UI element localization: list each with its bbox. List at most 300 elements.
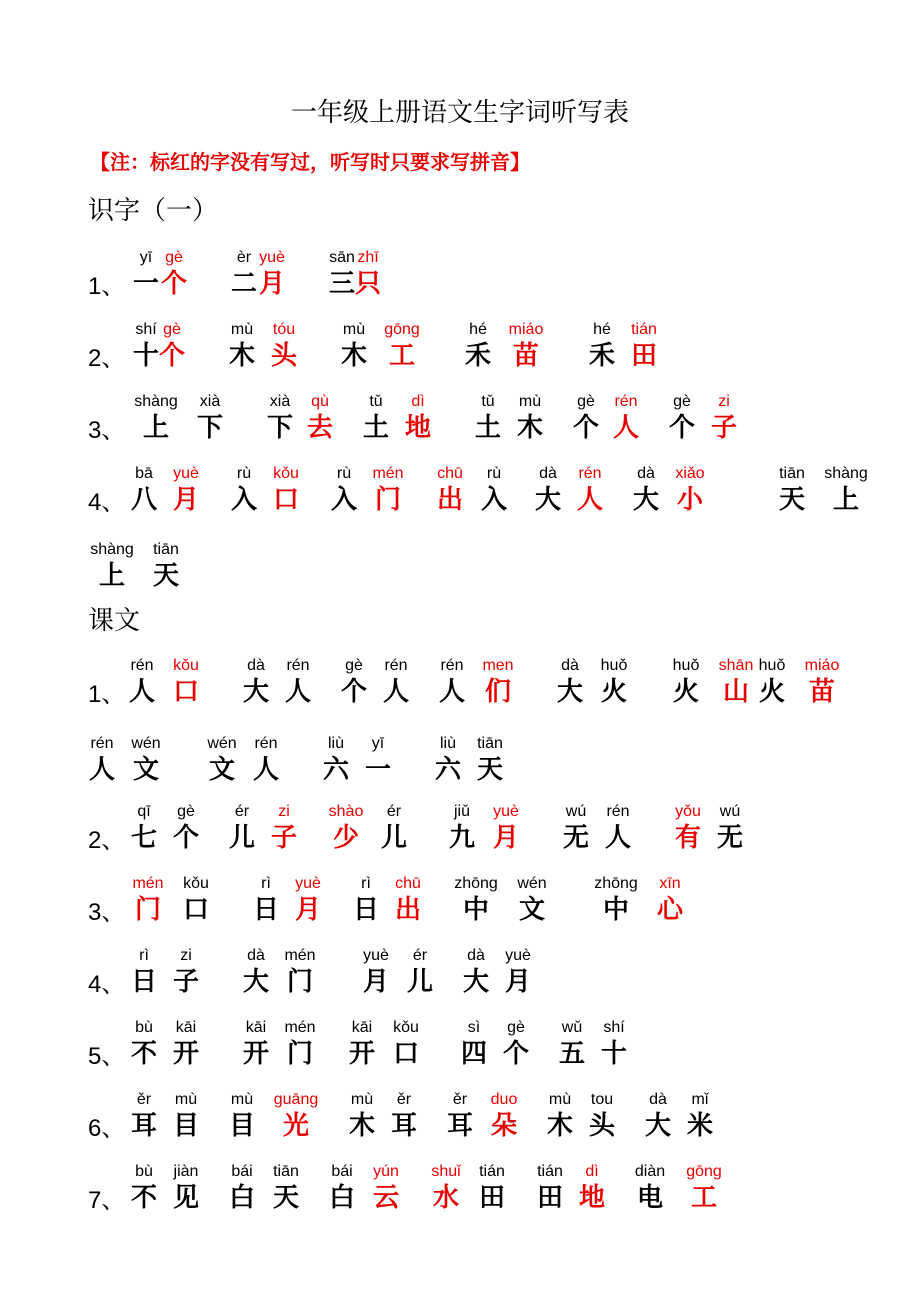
- pinyin: xiǎo: [675, 465, 705, 482]
- pinyin: rì: [361, 875, 371, 892]
- pinyin: kǒu: [173, 657, 199, 674]
- section-heading-shizi: 识字（一）: [88, 196, 219, 226]
- hanzi: 日: [252, 895, 279, 925]
- character-cell: [706, 802, 754, 854]
- row-number: 1、: [88, 681, 126, 708]
- character-cell: [118, 656, 166, 708]
- hanzi: 出: [394, 895, 421, 925]
- character-cell-red: [664, 802, 712, 854]
- pinyin: mù: [548, 1091, 572, 1108]
- pinyin: gè: [163, 321, 181, 338]
- character-cell: [330, 320, 378, 372]
- pinyin: yuè: [363, 947, 389, 964]
- pinyin: mù: [342, 321, 366, 338]
- pinyin: rén: [614, 393, 638, 410]
- hanzi: 开: [242, 1039, 269, 1069]
- hanzi: 口: [392, 1039, 419, 1069]
- hanzi: 木: [340, 341, 367, 371]
- hanzi: 人: [612, 413, 639, 443]
- hanzi: 出: [436, 485, 463, 515]
- word-row: [0, 464, 920, 534]
- character-cell: [338, 1018, 386, 1070]
- hanzi: 见: [172, 1183, 199, 1213]
- character-cell: [218, 320, 266, 372]
- character-cell-red: [502, 320, 550, 372]
- hanzi: 火: [758, 677, 785, 707]
- character-cell-red: [344, 248, 392, 300]
- hanzi: 个: [340, 677, 367, 707]
- hanzi: 中: [462, 895, 489, 925]
- character-cell: [662, 656, 710, 708]
- pinyin: mén: [132, 875, 164, 892]
- pinyin: men: [482, 657, 514, 674]
- pinyin: dà: [637, 465, 655, 482]
- character-cell-red: [378, 320, 426, 372]
- hanzi: 文: [208, 755, 235, 785]
- hanzi: 小: [676, 485, 703, 515]
- pinyin: hé: [593, 321, 611, 338]
- character-cell-red: [284, 874, 332, 926]
- hanzi: 电: [636, 1183, 663, 1213]
- hanzi: 大: [534, 485, 561, 515]
- hanzi: 天: [476, 755, 503, 785]
- hanzi: 苗: [808, 677, 835, 707]
- hanzi: 土: [474, 413, 501, 443]
- row-number: 1、: [88, 273, 126, 300]
- character-cell: [162, 1162, 210, 1214]
- row-number: 2、: [88, 345, 126, 372]
- word-row: [0, 1018, 920, 1088]
- pinyin: ěr: [396, 1091, 412, 1108]
- hanzi: 木: [348, 1111, 375, 1141]
- hanzi: 个: [172, 823, 199, 853]
- character-cell: [676, 1090, 724, 1142]
- character-cell: [220, 464, 268, 516]
- hanzi: 口: [172, 677, 199, 707]
- pinyin: yuè: [173, 465, 199, 482]
- hanzi: 云: [372, 1183, 399, 1213]
- character-cell: [380, 1090, 428, 1142]
- hanzi: 一: [132, 269, 159, 299]
- hanzi: 下: [196, 413, 223, 443]
- character-cell: [120, 1018, 168, 1070]
- word-row: [0, 248, 920, 318]
- pinyin: tián: [631, 321, 657, 338]
- character-cell: [450, 1018, 498, 1070]
- character-cell: [552, 802, 600, 854]
- hanzi: 无: [562, 823, 589, 853]
- pinyin: miáo: [804, 657, 840, 674]
- word-row: [0, 320, 920, 390]
- hanzi: 入: [330, 485, 357, 515]
- character-cell: [186, 392, 234, 444]
- hanzi: 无: [716, 823, 743, 853]
- section-heading-kewen: 课文: [88, 606, 141, 636]
- pinyin: shí: [135, 321, 157, 338]
- hanzi: 一: [364, 755, 391, 785]
- word-row: [0, 1090, 920, 1160]
- character-cell: [464, 392, 512, 444]
- pinyin: gōng: [686, 1163, 722, 1180]
- pinyin: dì: [411, 393, 425, 410]
- hanzi: 火: [672, 677, 699, 707]
- character-cell: [546, 656, 594, 708]
- character-cell: [492, 1018, 540, 1070]
- hanzi: 上: [832, 485, 859, 515]
- hanzi: 工: [690, 1183, 717, 1213]
- character-cell: [578, 1090, 626, 1142]
- character-cell: [526, 1162, 574, 1214]
- character-cell: [218, 802, 266, 854]
- page-title: 一年级上册语文生字词听写表: [290, 98, 629, 128]
- hanzi: 月: [172, 485, 199, 515]
- pinyin: rù: [336, 465, 352, 482]
- hanzi: 耳: [390, 1111, 417, 1141]
- pinyin: mén: [284, 947, 316, 964]
- hanzi: 月: [492, 823, 519, 853]
- hanzi: 门: [286, 967, 313, 997]
- pinyin: gè: [165, 249, 183, 266]
- character-cell: [354, 734, 402, 786]
- pinyin: kāi: [245, 1019, 267, 1036]
- hanzi: 月: [504, 967, 531, 997]
- character-cell-red: [322, 802, 370, 854]
- hanzi: 目: [172, 1111, 199, 1141]
- character-cell: [342, 874, 390, 926]
- character-cell-red: [566, 464, 614, 516]
- hanzi: 白: [228, 1183, 255, 1213]
- hanzi: 大: [242, 677, 269, 707]
- hanzi: 六: [434, 755, 461, 785]
- pinyin: ér: [234, 803, 250, 820]
- hanzi: 人: [382, 677, 409, 707]
- character-cell-red: [422, 1162, 470, 1214]
- character-cell: [162, 946, 210, 998]
- hanzi: 工: [388, 341, 415, 371]
- character-cell-red: [480, 1090, 528, 1142]
- row-number: 7、: [88, 1187, 126, 1214]
- hanzi: 人: [252, 755, 279, 785]
- hanzi: 八: [130, 485, 157, 515]
- hanzi: 地: [578, 1183, 605, 1213]
- hanzi: 下: [266, 413, 293, 443]
- hanzi: 二: [230, 269, 257, 299]
- hanzi: 个: [502, 1039, 529, 1069]
- pinyin: liù: [327, 735, 344, 752]
- character-cell: [536, 1090, 584, 1142]
- character-cell: [470, 464, 518, 516]
- hanzi: 田: [478, 1183, 505, 1213]
- character-cell: [242, 734, 290, 786]
- row-number: 4、: [88, 489, 126, 516]
- character-cell: [232, 656, 280, 708]
- character-cell: [142, 540, 190, 592]
- hanzi: 四: [460, 1039, 487, 1069]
- character-cell-red: [296, 392, 344, 444]
- hanzi: 去: [306, 413, 333, 443]
- character-cell-red: [272, 1090, 320, 1142]
- pinyin: mén: [372, 465, 404, 482]
- hanzi: 儿: [380, 823, 407, 853]
- character-cell: [578, 320, 626, 372]
- hanzi: 田: [536, 1183, 563, 1213]
- hanzi: 五: [558, 1039, 585, 1069]
- character-cell-red: [700, 392, 748, 444]
- pinyin: sān: [329, 249, 355, 266]
- pinyin: jiǔ: [453, 803, 470, 820]
- pinyin: gè: [177, 803, 195, 820]
- character-cell-red: [162, 464, 210, 516]
- character-cell: [424, 734, 472, 786]
- pinyin: wú: [565, 803, 587, 820]
- pinyin: shān: [718, 657, 754, 674]
- character-cell: [276, 946, 324, 998]
- character-cell: [338, 1090, 386, 1142]
- hanzi: 人: [128, 677, 155, 707]
- word-row: [0, 802, 920, 872]
- pinyin: xīn: [659, 875, 681, 892]
- character-cell: [590, 656, 638, 708]
- character-cell: [274, 656, 322, 708]
- character-cell: [198, 734, 246, 786]
- pinyin: dà: [247, 947, 265, 964]
- hanzi: 口: [272, 485, 299, 515]
- pinyin: mù: [350, 1091, 374, 1108]
- character-cell: [262, 1162, 310, 1214]
- hanzi: 田: [630, 341, 657, 371]
- hanzi: 子: [710, 413, 737, 443]
- character-cell-red: [362, 1162, 410, 1214]
- pinyin: dì: [585, 1163, 599, 1180]
- pinyin: zi: [718, 393, 730, 410]
- character-cell: [78, 734, 126, 786]
- hanzi: 大: [556, 677, 583, 707]
- character-cell: [120, 464, 168, 516]
- pinyin: tián: [479, 1163, 505, 1180]
- pinyin: tóu: [272, 321, 296, 338]
- character-cell: [318, 1162, 366, 1214]
- word-row: [0, 392, 920, 462]
- pinyin: kǒu: [393, 1019, 419, 1036]
- pinyin: tǔ: [481, 393, 495, 410]
- character-cell: [454, 320, 502, 372]
- pinyin: jiàn: [173, 1163, 199, 1180]
- pinyin: wén: [131, 735, 161, 752]
- character-cell: [438, 802, 486, 854]
- pinyin: huǒ: [600, 657, 628, 674]
- pinyin: rén: [384, 657, 408, 674]
- pinyin: bái: [231, 1163, 253, 1180]
- row-number: 3、: [88, 899, 126, 926]
- pinyin: miáo: [508, 321, 544, 338]
- note-text: 【注：标红的字没有写过，听写时只要求写拼音】: [90, 150, 530, 174]
- word-row: [0, 540, 920, 610]
- character-cell-red: [148, 320, 196, 372]
- hanzi: 门: [374, 485, 401, 515]
- hanzi: 头: [270, 341, 297, 371]
- hanzi: 苗: [512, 341, 539, 371]
- pinyin: shào: [328, 803, 364, 820]
- hanzi: 们: [484, 677, 511, 707]
- pinyin: yǒu: [675, 803, 701, 820]
- character-cell: [172, 874, 220, 926]
- pinyin: yuè: [493, 803, 519, 820]
- pinyin: kǒu: [183, 875, 209, 892]
- hanzi: 九: [448, 823, 475, 853]
- character-cell: [162, 1018, 210, 1070]
- pinyin: hé: [469, 321, 487, 338]
- character-cell: [396, 946, 444, 998]
- pinyin: zhōng: [594, 875, 638, 892]
- hanzi: 门: [286, 1039, 313, 1069]
- pinyin: tiān: [153, 541, 179, 558]
- pinyin: shí: [603, 1019, 625, 1036]
- character-cell: [162, 1090, 210, 1142]
- character-cell: [590, 1018, 638, 1070]
- pinyin: rén: [286, 657, 310, 674]
- pinyin: tǔ: [369, 393, 383, 410]
- character-cell-red: [260, 320, 308, 372]
- hanzi: 子: [270, 823, 297, 853]
- hanzi: 十: [600, 1039, 627, 1069]
- hanzi: 开: [172, 1039, 199, 1069]
- pinyin: mǐ: [691, 1091, 709, 1108]
- character-cell: [466, 734, 514, 786]
- pinyin: yuè: [505, 947, 531, 964]
- hanzi: 山: [722, 677, 749, 707]
- pinyin: rù: [486, 465, 502, 482]
- pinyin: wú: [719, 803, 741, 820]
- hanzi: 人: [284, 677, 311, 707]
- pinyin: ér: [412, 947, 428, 964]
- character-cell: [494, 946, 542, 998]
- hanzi: 耳: [130, 1111, 157, 1141]
- pinyin: shuǐ: [431, 1163, 461, 1180]
- pinyin: tiān: [273, 1163, 299, 1180]
- character-cell: [276, 1018, 324, 1070]
- pinyin: xià: [269, 393, 291, 410]
- pinyin: mù: [518, 393, 542, 410]
- word-row: [0, 1162, 920, 1232]
- pinyin: duo: [490, 1091, 518, 1108]
- pinyin: mù: [174, 1091, 198, 1108]
- hanzi: 禾: [588, 341, 615, 371]
- hanzi: 十: [132, 341, 159, 371]
- hanzi: 月: [362, 967, 389, 997]
- pinyin: zhōng: [454, 875, 498, 892]
- pinyin: gè: [577, 393, 595, 410]
- character-cell: [218, 1090, 266, 1142]
- hanzi: 人: [604, 823, 631, 853]
- pinyin: sì: [467, 1019, 481, 1036]
- pinyin: zi: [180, 947, 192, 964]
- character-cell: [122, 734, 170, 786]
- character-cell: [524, 464, 572, 516]
- character-cell: [428, 656, 476, 708]
- character-cell: [506, 392, 554, 444]
- hanzi: 光: [282, 1111, 309, 1141]
- character-cell: [242, 874, 290, 926]
- character-cell: [330, 656, 378, 708]
- pinyin: qù: [311, 393, 329, 410]
- pinyin: rì: [261, 875, 271, 892]
- hanzi: 个: [572, 413, 599, 443]
- pinyin: dà: [561, 657, 579, 674]
- hanzi: 上: [98, 561, 125, 591]
- pinyin: guāng: [273, 1091, 319, 1108]
- hanzi: 中: [602, 895, 629, 925]
- character-cell: [120, 1162, 168, 1214]
- pinyin: dà: [649, 1091, 667, 1108]
- pinyin: bā: [135, 465, 153, 482]
- pinyin: chū: [395, 875, 421, 892]
- character-cell: [592, 874, 640, 926]
- hanzi: 白: [328, 1183, 355, 1213]
- hanzi: 月: [294, 895, 321, 925]
- pinyin: bù: [135, 1163, 153, 1180]
- hanzi: 人: [576, 485, 603, 515]
- hanzi: 不: [130, 1039, 157, 1069]
- pinyin: yuè: [259, 249, 285, 266]
- character-cell: [626, 1162, 674, 1214]
- character-cell: [634, 1090, 682, 1142]
- hanzi: 大: [644, 1111, 671, 1141]
- character-cell: [382, 1018, 430, 1070]
- character-cell: [352, 946, 400, 998]
- character-cell-red: [426, 464, 474, 516]
- pinyin: shàng: [134, 393, 178, 410]
- hanzi: 天: [272, 1183, 299, 1213]
- pinyin: rén: [130, 657, 154, 674]
- hanzi: 儿: [228, 823, 255, 853]
- hanzi: 大: [462, 967, 489, 997]
- character-cell: [120, 1090, 168, 1142]
- pinyin: shàng: [824, 465, 868, 482]
- pinyin: gōng: [384, 321, 420, 338]
- character-cell-red: [384, 874, 432, 926]
- pinyin: rén: [606, 803, 630, 820]
- hanzi: 开: [348, 1039, 375, 1069]
- pinyin: rén: [254, 735, 278, 752]
- pinyin: rù: [236, 465, 252, 482]
- pinyin: shàng: [90, 541, 134, 558]
- pinyin: mù: [230, 1091, 254, 1108]
- hanzi: 米: [686, 1111, 713, 1141]
- character-cell-red: [248, 248, 296, 300]
- character-cell-red: [666, 464, 714, 516]
- character-cell-red: [260, 802, 308, 854]
- character-cell-red: [262, 464, 310, 516]
- row-number: 4、: [88, 971, 126, 998]
- hanzi: 心: [656, 895, 683, 925]
- hanzi: 儿: [406, 967, 433, 997]
- character-cell: [748, 656, 796, 708]
- character-cell-red: [474, 656, 522, 708]
- character-cell: [88, 540, 136, 592]
- pinyin: bù: [135, 1019, 153, 1036]
- row-number: 2、: [88, 827, 126, 854]
- pinyin: yuè: [295, 875, 321, 892]
- pinyin: gè: [345, 657, 363, 674]
- hanzi: 个: [158, 341, 185, 371]
- row-number: 5、: [88, 1043, 126, 1070]
- row-number: 6、: [88, 1115, 126, 1142]
- word-row: [0, 656, 920, 726]
- character-cell-red: [124, 874, 172, 926]
- character-cell: [162, 802, 210, 854]
- pinyin: dà: [539, 465, 557, 482]
- pinyin: ěr: [136, 1091, 152, 1108]
